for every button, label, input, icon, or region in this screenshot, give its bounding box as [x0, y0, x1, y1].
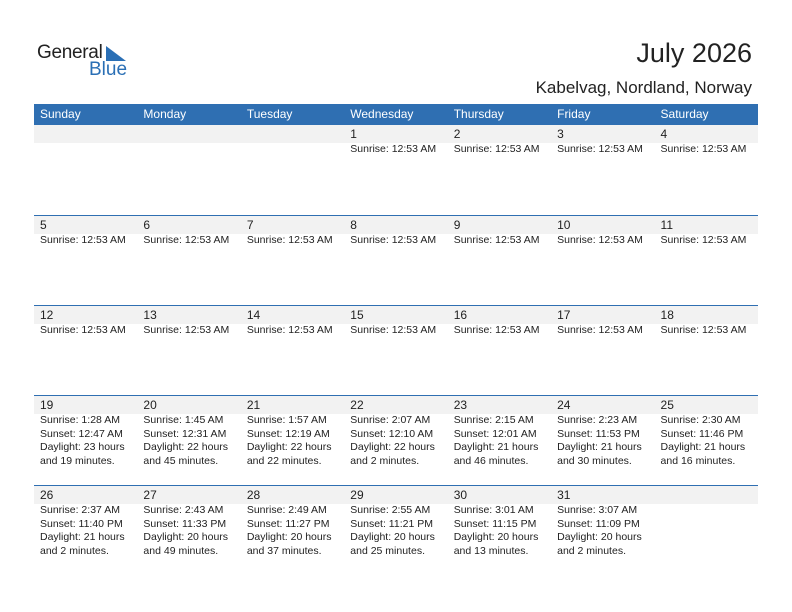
- day-cell: [137, 396, 240, 485]
- sun-info-line: Daylight: 20 hours: [557, 531, 642, 543]
- day-cell: [655, 486, 758, 575]
- day-number: 31: [557, 488, 571, 502]
- sun-info-line: Sunrise: 2:30 AM: [660, 414, 741, 426]
- sun-info-line: Daylight: 20 hours: [246, 531, 332, 543]
- sun-info-line: Sunset: 12:47 AM: [40, 427, 123, 440]
- calendar-grid: [34, 125, 758, 575]
- day-number: 27: [143, 488, 157, 502]
- sun-info-line: and 2 minutes.: [350, 454, 420, 467]
- sun-info-line: Sunset: 12:10 AM: [350, 427, 434, 440]
- weekday-sunday: Sunday: [40, 107, 81, 121]
- day-cell: [448, 125, 551, 215]
- day-number: 20: [143, 398, 157, 412]
- sun-info-line: Sunrise: 1:45 AM: [143, 414, 224, 426]
- sun-info-line: Daylight: 21 hours: [660, 441, 746, 453]
- sun-info-line: Sunrise: 1:57 AM: [246, 414, 327, 426]
- sun-info-line: Sunset: 11:15 PM: [453, 517, 537, 530]
- day-cell: [344, 306, 447, 395]
- day-cell: [344, 216, 447, 305]
- week-row: [34, 485, 758, 575]
- day-cell: [344, 396, 447, 485]
- day-cell: [655, 396, 758, 485]
- sun-info-line: Sunrise: 12:53 AM: [246, 234, 333, 246]
- weekday-friday: Friday: [557, 107, 591, 121]
- week-row: [34, 215, 758, 305]
- day-number: 18: [660, 308, 674, 322]
- sun-info-line: and 2 minutes.: [557, 544, 626, 557]
- day-cell: [655, 125, 758, 215]
- day-cell: [137, 306, 240, 395]
- day-number: 7: [246, 218, 254, 232]
- sun-info-line: Sunset: 11:40 PM: [40, 517, 123, 530]
- weekday-monday: Monday: [143, 107, 187, 121]
- sun-info-line: Sunrise: 1:28 AM: [40, 414, 120, 426]
- day-number: [661, 486, 758, 504]
- sun-info-line: Sunrise: 12:53 AM: [660, 324, 747, 336]
- sun-info-line: Sunset: 12:19 AM: [246, 427, 330, 440]
- sun-info-line: Sunrise: 12:53 AM: [40, 324, 126, 336]
- day-cell: [137, 486, 240, 575]
- day-number: [247, 125, 344, 143]
- day-cell: [34, 396, 137, 485]
- sun-info-line: Sunrise: 12:53 AM: [453, 143, 540, 155]
- sun-info-line: Sunset: 11:21 PM: [350, 517, 433, 530]
- sun-info-line: Daylight: 20 hours: [453, 531, 539, 543]
- sun-info-line: and 16 minutes.: [660, 454, 736, 467]
- sun-info-line: Sunrise: 12:53 AM: [246, 324, 333, 336]
- day-cell: [551, 216, 654, 305]
- sun-info-line: Daylight: 21 hours: [453, 441, 539, 453]
- sun-info-line: Sunset: 11:27 PM: [246, 517, 330, 530]
- day-number: 22: [350, 398, 364, 412]
- sun-info-line: Sunrise: 12:53 AM: [660, 143, 747, 155]
- sun-info-line: and 46 minutes.: [453, 454, 529, 467]
- sun-info-line: Daylight: 20 hours: [350, 531, 435, 543]
- sun-info-line: and 19 minutes.: [40, 454, 115, 467]
- day-cell: [448, 216, 551, 305]
- weekday-saturday: Saturday: [660, 107, 709, 121]
- day-cell: [551, 486, 654, 575]
- sun-info-line: Sunrise: 12:53 AM: [143, 324, 230, 336]
- sun-info-line: Sunrise: 12:53 AM: [350, 143, 437, 155]
- week-row: [34, 305, 758, 395]
- day-cell: [241, 306, 344, 395]
- day-number: [40, 125, 137, 143]
- sun-info-line: Sunset: 11:09 PM: [557, 517, 640, 530]
- sun-info-line: Daylight: 21 hours: [40, 531, 125, 543]
- sun-info-line: Sunrise: 2:49 AM: [246, 504, 327, 516]
- day-number: 10: [557, 218, 571, 232]
- day-number: 9: [453, 218, 461, 232]
- sun-info-line: Sunrise: 12:53 AM: [143, 234, 230, 246]
- day-number: 1: [350, 127, 357, 141]
- sun-info-line: Sunrise: 3:07 AM: [557, 504, 638, 516]
- day-cell: [241, 396, 344, 485]
- day-number: 28: [246, 488, 261, 502]
- sun-info-line: Sunset: 12:01 AM: [453, 427, 537, 440]
- sun-info-line: Daylight: 21 hours: [557, 441, 642, 453]
- sun-info-line: Sunrise: 12:53 AM: [350, 324, 437, 336]
- sun-info-line: Sunrise: 2:55 AM: [350, 504, 431, 516]
- day-cell: [551, 306, 654, 395]
- sun-info-line: Sunrise: 12:53 AM: [557, 234, 643, 246]
- logo: [37, 42, 128, 80]
- sun-info-line: Sunrise: 2:15 AM: [453, 414, 534, 426]
- day-number: 4: [660, 127, 668, 141]
- sun-info-line: Sunrise: 12:53 AM: [453, 234, 540, 246]
- sun-info-line: Daylight: 22 hours: [350, 441, 435, 453]
- day-number: 15: [350, 308, 364, 322]
- day-number: 8: [350, 218, 357, 232]
- logo-word-general: General: [37, 42, 103, 63]
- day-cell: [241, 216, 344, 305]
- day-number: 13: [143, 308, 157, 322]
- day-number: 19: [40, 398, 54, 412]
- sun-info-line: Sunset: 11:33 PM: [143, 517, 227, 530]
- sun-info-line: Daylight: 20 hours: [143, 531, 229, 543]
- sun-info-line: Sunrise: 2:07 AM: [350, 414, 431, 426]
- weekday-tuesday: Tuesday: [246, 107, 293, 121]
- day-cell: [655, 216, 758, 305]
- day-number: 5: [40, 218, 47, 232]
- location: Kabelvag, Nordland, Norway: [535, 78, 752, 97]
- day-cell: [241, 486, 344, 575]
- sun-info-line: and 13 minutes.: [453, 544, 529, 557]
- sun-info-line: Sunset: 12:31 AM: [143, 427, 227, 440]
- sun-info-line: and 37 minutes.: [246, 544, 322, 557]
- day-number: 24: [557, 398, 571, 412]
- day-number: [143, 125, 240, 143]
- sun-info-line: Daylight: 22 hours: [246, 441, 332, 453]
- sun-info-line: Daylight: 22 hours: [143, 441, 229, 453]
- sun-info-line: Sunrise: 12:53 AM: [40, 234, 126, 246]
- weekday-header: [34, 104, 758, 125]
- sun-info-line: and 22 minutes.: [246, 454, 322, 467]
- day-number: 12: [40, 308, 54, 322]
- day-cell: [137, 216, 240, 305]
- day-number: 25: [660, 398, 674, 412]
- sun-info-line: and 30 minutes.: [557, 454, 632, 467]
- weekday-wednesday: Wednesday: [350, 107, 414, 121]
- day-number: 29: [350, 488, 364, 502]
- sun-info-line: and 25 minutes.: [350, 544, 425, 557]
- day-cell: [137, 125, 240, 215]
- sun-info-line: Daylight: 23 hours: [40, 441, 125, 453]
- day-cell: [551, 125, 654, 215]
- week-row: [34, 395, 758, 485]
- sun-info-line: Sunrise: 2:43 AM: [143, 504, 224, 516]
- day-number: 23: [453, 398, 468, 412]
- day-cell: [34, 306, 137, 395]
- sun-info-line: and 2 minutes.: [40, 544, 109, 557]
- logo-word-blue: Blue: [89, 59, 128, 80]
- day-number: 14: [246, 308, 261, 322]
- day-cell: [34, 125, 137, 215]
- day-cell: [448, 486, 551, 575]
- day-cell: [448, 396, 551, 485]
- month-title: July 2026: [636, 38, 752, 68]
- day-number: 17: [557, 308, 571, 322]
- sun-info-line: Sunrise: 2:23 AM: [557, 414, 638, 426]
- sun-info-line: Sunset: 11:53 PM: [557, 427, 640, 440]
- day-number: 11: [660, 218, 673, 232]
- day-number: 6: [143, 218, 151, 232]
- day-number: 16: [453, 308, 468, 322]
- day-cell: [34, 216, 137, 305]
- day-cell: [655, 306, 758, 395]
- day-number: 30: [453, 488, 468, 502]
- sun-info-line: Sunrise: 12:53 AM: [453, 324, 540, 336]
- sun-info-line: Sunrise: 2:37 AM: [40, 504, 120, 516]
- day-number: 21: [246, 398, 261, 412]
- day-cell: [241, 125, 344, 215]
- sun-info-line: Sunrise: 3:01 AM: [453, 504, 534, 516]
- day-cell: [34, 486, 137, 575]
- day-cell: [344, 486, 447, 575]
- day-number: 3: [557, 127, 564, 141]
- sun-info-line: Sunrise: 12:53 AM: [350, 234, 437, 246]
- day-cell: [551, 396, 654, 485]
- sun-info-line: Sunrise: 12:53 AM: [557, 324, 643, 336]
- sun-info-line: Sunrise: 12:53 AM: [660, 234, 747, 246]
- day-number: 26: [40, 488, 54, 502]
- sun-info-line: and 45 minutes.: [143, 454, 219, 467]
- weekday-thursday: Thursday: [453, 107, 504, 121]
- sun-info-line: Sunset: 11:46 PM: [660, 427, 744, 440]
- sun-info-line: and 49 minutes.: [143, 544, 219, 557]
- day-number: 2: [453, 127, 461, 141]
- day-cell: [344, 125, 447, 215]
- week-row: [34, 125, 758, 215]
- day-cell: [448, 306, 551, 395]
- sun-info-line: Sunrise: 12:53 AM: [557, 143, 643, 155]
